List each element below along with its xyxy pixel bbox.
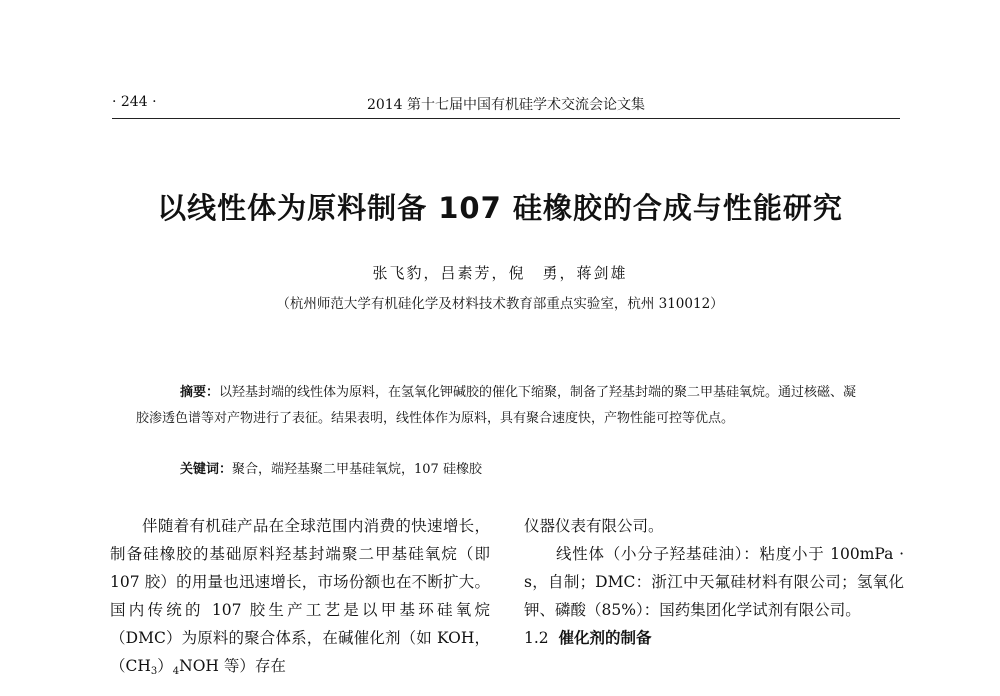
materials-line: 仪器仪表有限公司。	[524, 517, 664, 535]
authors: 张飞豹，吕素芳，倪 勇，蒋剑雄	[372, 264, 628, 282]
intro-tail: NOH 等）存在	[179, 657, 286, 675]
page-number: · 244 ·	[112, 94, 157, 110]
body-left-column	[110, 512, 490, 686]
abstract	[136, 380, 864, 432]
section-heading	[524, 624, 904, 652]
subscript-4: 4	[172, 666, 180, 677]
paper-title: 以线性体为原料制备 107 硅橡胶的合成与性能研究	[157, 191, 843, 225]
header-rule	[112, 118, 900, 119]
running-header	[112, 88, 900, 120]
keywords-text: 聚合，端羟基聚二甲基硅氧烷，107 硅橡胶	[232, 462, 482, 477]
section-title: 催化剂的制备	[558, 629, 652, 647]
abstract-text: 以羟基封端的线性体为原料，在氢氧化钾碱胶的催化下缩聚，制备了羟基封端的聚二甲基硅氧烷。通过核磁、凝胶渗透色谱等对产物进行了表征。结果表明，线性体作为原料，具有聚合速度快，产物性能可控等优点。	[136, 385, 857, 426]
affiliation: （杭州师范大学有机硅化学及材料技术教育部重点实验室，杭州 310012）	[276, 296, 724, 312]
intro-paragraph	[110, 512, 490, 686]
journal-title: 2014 第十七届中国有机硅学术交流会论文集	[366, 97, 646, 113]
subscript-3: 3	[150, 666, 158, 677]
body-right-column	[524, 512, 904, 652]
keywords-label: 关键词：	[180, 462, 233, 477]
keywords	[180, 458, 482, 477]
materials-paragraph: 线性体（小分子羟基硅油）：粘度小于 100mPa · s，自制；DMC：浙江中天氟硅材料有限公司；氢氧化钾、磷酸（85%）：国药集团化学试剂有限公司。	[524, 545, 904, 619]
section-number: 1.2	[524, 629, 549, 647]
abstract-label: 摘要：	[180, 385, 220, 400]
close-paren: ）	[157, 657, 173, 675]
intro-text: 伴随着有机硅产品在全球范围内消费的快速增长，制备硅橡胶的基础原料羟基封端聚二甲基硅氧烷（即 107 胶）的用量也迅速增长，市场份额也在不断扩大。国内传统的 107 胶生产工艺是以甲基环硅氧烷（DMC）为原料的聚合体系，在碱催化剂（如 KOH，（CH	[110, 517, 490, 675]
